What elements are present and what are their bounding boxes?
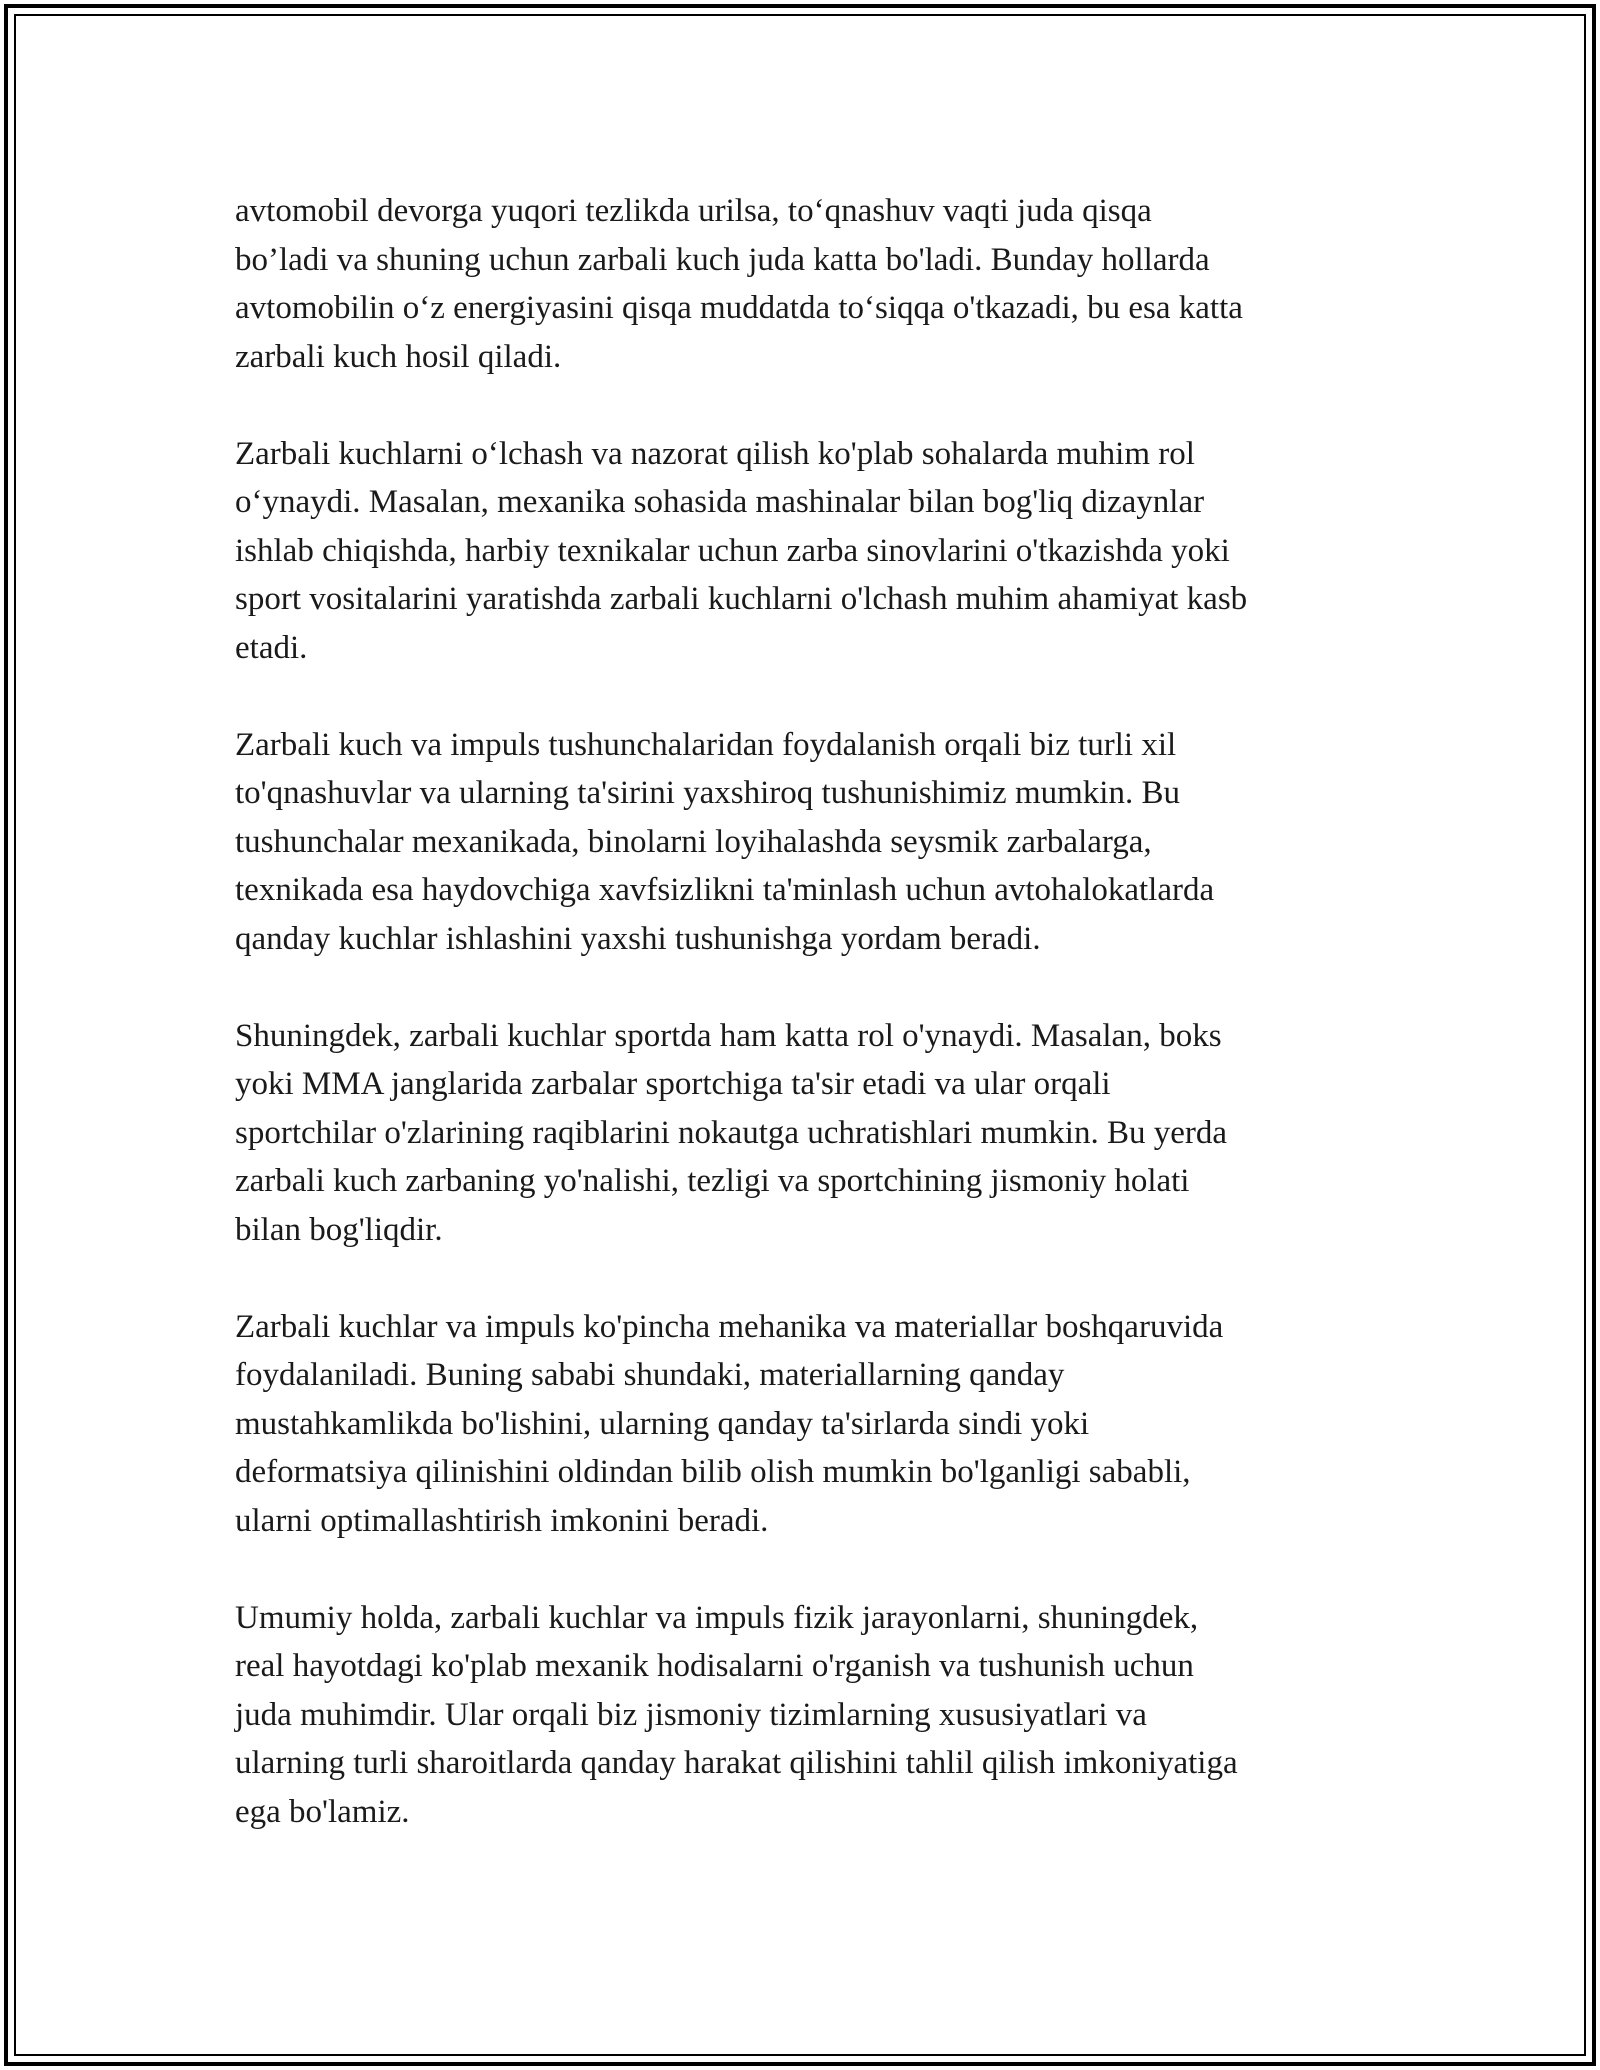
text-line: real hayotdagi ko'plab mexanik hodisalarni o'rganish va tushunish uchun (235, 1648, 1194, 1684)
text-line: Zarbali kuchlarni o‘lchash va nazorat qilish ko'plab sohalarda muhim rol (235, 435, 1195, 472)
text-line: bo’ladi va shuning uchun zarbali kuch juda katta bo'ladi. Bunday hollarda (235, 241, 1210, 278)
text-line: avtomobil devorga yuqori tezlikda urilsa, to‘qnashuv vaqti juda qisqa (235, 193, 1152, 229)
document-body (235, 187, 1375, 1885)
paragraph (235, 187, 1375, 381)
text-line: ularni optimallashtirish imkonini beradi. (235, 1502, 769, 1539)
text-line: Shuningdek, zarbali kuchlar sportda ham katta rol o'ynaydi. Masalan, boks (235, 1017, 1222, 1054)
text-line: qanday kuchlar ishlashini yaxshi tushunishga yordam beradi. (235, 920, 1041, 957)
text-line: Zarbali kuchlar va impuls ko'pincha mehanika va materiallar boshqaruvida (235, 1308, 1224, 1345)
text-line: avtomobilin o‘z energiyasini qisqa muddatda to‘siqqa o'tkazadi, bu esa katta (235, 290, 1243, 326)
text-line: foydalaniladi. Buning sababi shundaki, materiallarning qanday (235, 1357, 1065, 1393)
text-line: texnikada esa haydovchiga xavfsizlikni ta'minlash uchun avtohalokatlarda (235, 872, 1215, 908)
text-line: sport vositalarini yaratishda zarbali kuchlarni o'lchash muhim ahamiyat kasb (235, 581, 1248, 617)
text-line: tushunchalar mexanikada, binolarni loyihalashda seysmik zarbalarga, (235, 823, 1152, 860)
text-line: zarbali kuch zarbaning yo'nalishi, tezligi va sportchining jismoniy holati (235, 1163, 1190, 1199)
text-line: mustahkamlikda bo'lishini, ularning qanday ta'sirlarda sindi yoki (235, 1405, 1090, 1442)
text-line: juda muhimdir. Ular orqali biz jismoniy tizimlarning xususiyatlari va (235, 1696, 1147, 1733)
text-line: etadi. (235, 629, 308, 666)
text-line: o‘ynaydi. Masalan, mexanika sohasida mashinalar bilan bog'liq dizaynlar (235, 484, 1205, 520)
text-line: Zarbali kuch va impuls tushunchalaridan foydalanish orqali biz turli xil (235, 726, 1177, 763)
text-line: bilan bog'liqdir. (235, 1211, 443, 1248)
text-line: yoki MMA janglarida zarbalar sportchiga ta'sir etadi va ular orqali (235, 1066, 1111, 1102)
text-line: zarbali kuch hosil qiladi. (235, 338, 562, 375)
text-line: ega bo'lamiz. (235, 1793, 410, 1830)
paragraph (235, 1594, 1375, 1837)
paragraph (235, 1012, 1375, 1255)
paragraph (235, 1303, 1375, 1546)
paragraph (235, 721, 1375, 964)
text-line: ishlab chiqishda, harbiy texnikalar uchun zarba sinovlarini o'tkazishda yoki (235, 532, 1230, 569)
text-line: ularning turli sharoitlarda qanday harakat qilishini tahlil qilish imkoniyatiga (235, 1745, 1238, 1781)
text-line: to'qnashuvlar va ularning ta'sirini yaxshiroq tushunishimiz mumkin. Bu (235, 775, 1180, 811)
paragraph (235, 430, 1375, 673)
text-line: Umumiy holda, zarbali kuchlar va impuls fizik jarayonlarni, shuningdek, (235, 1599, 1199, 1636)
text-line: deformatsiya qilinishini oldindan bilib olish mumkin bo'lganligi sababli, (235, 1454, 1191, 1490)
text-line: sportchilar o'zlarining raqiblarini nokautga uchratishlari mumkin. Bu yerda (235, 1114, 1227, 1151)
